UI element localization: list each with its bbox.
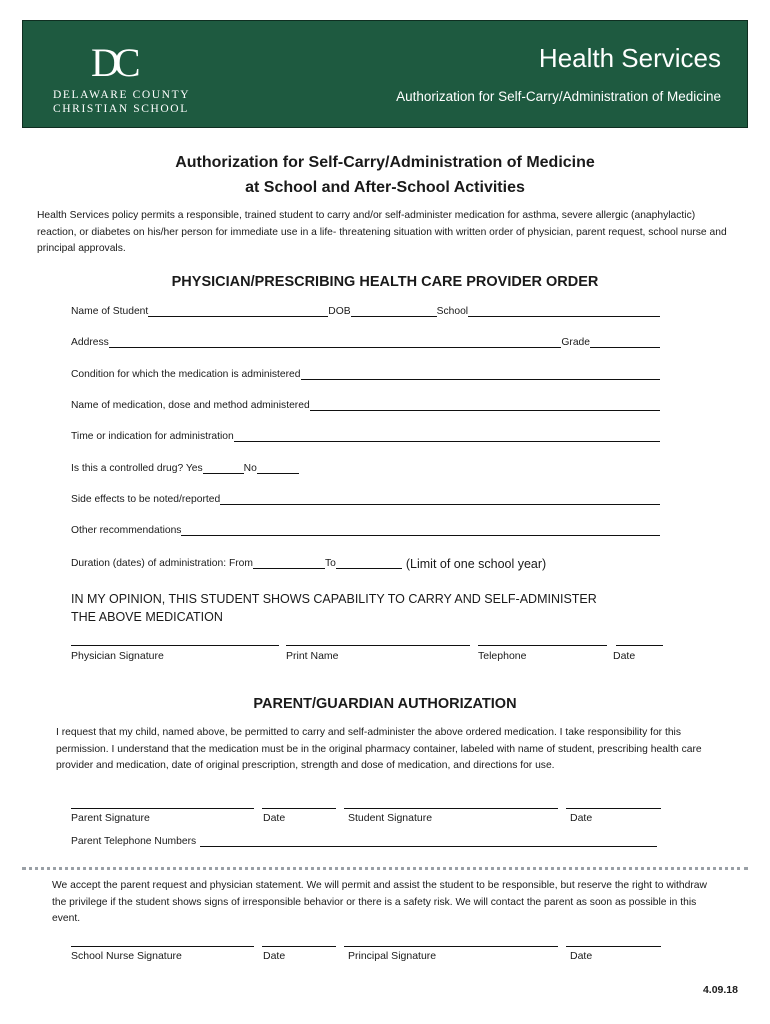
grade-label: Grade — [561, 337, 590, 348]
parent-signature-line[interactable] — [71, 808, 254, 809]
controlled-no-label: No — [243, 463, 257, 474]
controlled-yes-field[interactable] — [203, 461, 244, 474]
student-date-label: Date — [570, 812, 593, 824]
duration-to-label: To — [324, 558, 336, 569]
telephone-line[interactable] — [478, 645, 607, 646]
parent-phone-row — [71, 833, 657, 849]
physician-signature-line[interactable] — [71, 645, 279, 646]
student-signature-line[interactable] — [344, 808, 558, 809]
physician-date-label: Date — [613, 650, 636, 662]
grade-field[interactable] — [590, 335, 660, 348]
student-date-line[interactable] — [566, 808, 661, 809]
school-logo: DC — [91, 40, 135, 85]
form-version: 4.09.18 — [702, 984, 738, 996]
duration-row — [71, 555, 660, 571]
parent-date-label: Date — [263, 812, 286, 824]
logo-text-line2: CHRISTIAN SCHOOL — [53, 103, 189, 115]
duration-from-label: Duration (dates) of administration: From — [71, 558, 253, 569]
intro-paragraph: Health Services policy permits a responsible, trained student to carry and/or self-administer medication for asthma, severe allergic (anaphylactic) reaction, or diabetes on his/her person for immediate use in a life- threatening situation with written order of physician, parent request, school nurse and principal approvals. — [37, 210, 727, 254]
side-effects-label: Side effects to be noted/reported — [71, 494, 221, 505]
other-label: Other recommendations — [71, 525, 182, 536]
address-row — [71, 334, 660, 350]
principal-signature-label: Principal Signature — [348, 950, 437, 962]
nurse-signature-line[interactable] — [71, 946, 254, 947]
side-effects-field[interactable] — [220, 492, 660, 505]
condition-row — [71, 366, 660, 382]
name-of-student-label: Name of Student — [71, 306, 149, 317]
print-name-label: Print Name — [286, 650, 339, 662]
document-title — [0, 150, 770, 200]
nurse-date-line[interactable] — [262, 946, 336, 947]
physician-section-heading: PHYSICIAN/PRESCRIBING HEALTH CARE PROVIDER ORDER — [171, 274, 599, 290]
parent-section-heading: PARENT/GUARDIAN AUTHORIZATION — [253, 696, 517, 712]
other-field[interactable] — [181, 523, 660, 536]
opinion-statement — [71, 590, 671, 626]
header-title: Health Services — [538, 43, 721, 73]
principal-date-label: Date — [570, 950, 593, 962]
nurse-signature-label: School Nurse Signature — [71, 950, 182, 962]
condition-field[interactable] — [301, 367, 660, 380]
address-label: Address — [71, 337, 109, 348]
name-of-student-field[interactable] — [148, 304, 328, 317]
duration-limit-note: (Limit of one school year) — [405, 557, 547, 571]
school-acceptance-text: We accept the parent request and physician statement. We will permit and assist the student to be responsible, but reserve the right to withdraw the privilege if the student shows signs of irresponsible behavior or there is a safety risk. We will contact the parent as soon as possible in this event. — [52, 880, 707, 924]
controlled-yes-label: Is this a controlled drug? Yes — [71, 463, 203, 474]
side-effects-row — [71, 491, 660, 507]
physician-signature-label: Physician Signature — [71, 650, 164, 662]
time-label: Time or indication for administration — [71, 431, 234, 442]
medication-label: Name of medication, dose and method administered — [71, 400, 310, 411]
medication-row — [71, 397, 660, 413]
address-field[interactable] — [109, 335, 562, 348]
header-banner — [22, 20, 748, 128]
student-signature-label: Student Signature — [348, 812, 433, 824]
time-row — [71, 428, 660, 444]
opinion-line2: THE ABOVE MEDICATION — [71, 610, 223, 624]
header-subtitle: Authorization for Self-Carry/Administration of Medicine — [396, 89, 721, 104]
principal-signature-line[interactable] — [344, 946, 558, 947]
opinion-line1: IN MY OPINION, THIS STUDENT SHOWS CAPABILITY TO CARRY AND SELF-ADMINISTER — [71, 592, 597, 606]
student-info-row — [71, 303, 660, 319]
print-name-line[interactable] — [286, 645, 470, 646]
parent-authorization-text: I request that my child, named above, be permitted to carry and self-administer the above ordered medication. I take responsibility for this permission. I understand that the medication must be in the original pharmacy container, labeled with name of student, prescribing health care provider and medication, date of original prescription, strength and dose of medication, and directions for use. — [56, 727, 702, 771]
document-title-line1: Authorization for Self-Carry/Administration of Medicine — [175, 154, 595, 171]
controlled-no-field[interactable] — [257, 461, 299, 474]
school-field[interactable] — [468, 304, 660, 317]
physician-date-line[interactable] — [616, 645, 663, 646]
section-divider — [22, 867, 748, 870]
school-label: School — [436, 306, 469, 317]
other-row — [71, 522, 660, 538]
condition-label: Condition for which the medication is administered — [71, 369, 301, 380]
logo-text-line1: DELAWARE COUNTY — [53, 89, 191, 101]
parent-phone-label: Parent Telephone Numbers — [71, 836, 197, 847]
telephone-label: Telephone — [478, 650, 527, 662]
dob-field[interactable] — [351, 304, 437, 317]
dob-label: DOB — [328, 306, 351, 317]
time-field[interactable] — [234, 429, 660, 442]
principal-date-line[interactable] — [566, 946, 661, 947]
controlled-row — [71, 460, 331, 476]
parent-phone-field[interactable] — [200, 834, 657, 847]
duration-to-field[interactable] — [336, 556, 402, 569]
document-title-line2: at School and After-School Activities — [245, 179, 525, 196]
parent-signature-label: Parent Signature — [71, 812, 150, 824]
parent-date-line[interactable] — [262, 808, 336, 809]
nurse-date-label: Date — [263, 950, 286, 962]
duration-from-field[interactable] — [253, 556, 325, 569]
medication-field[interactable] — [310, 398, 660, 411]
